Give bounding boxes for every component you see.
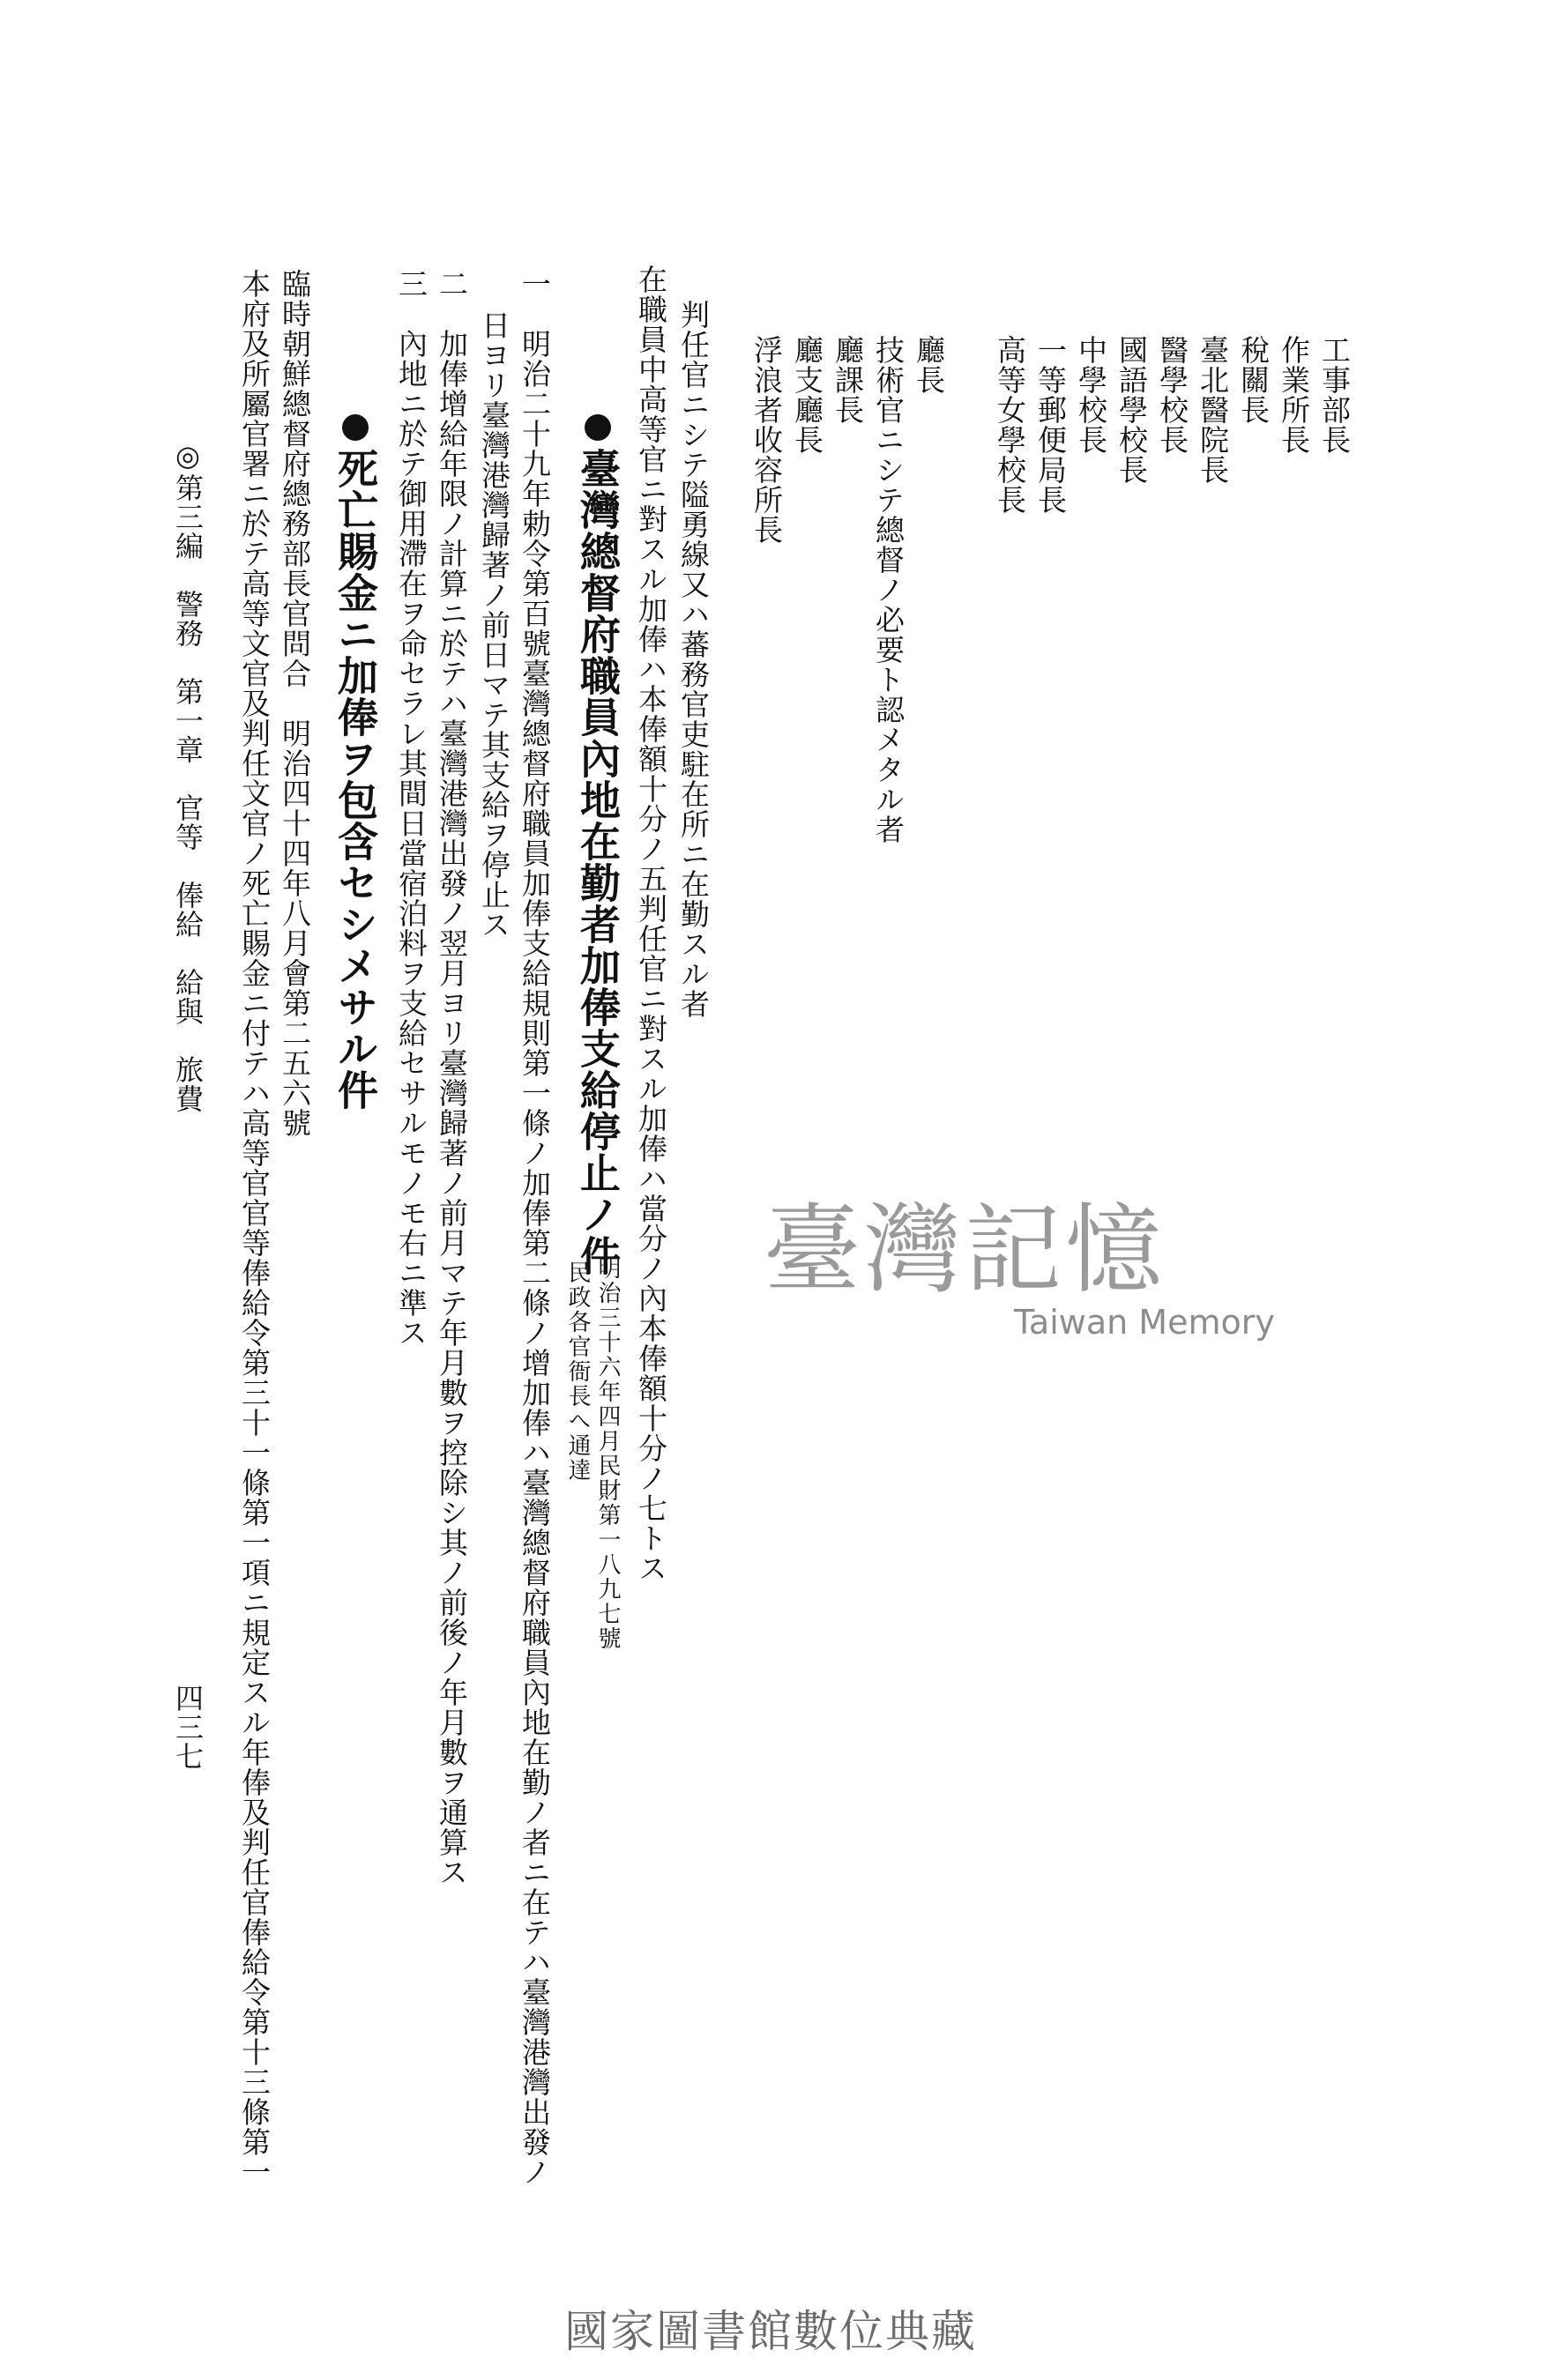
list-item: 作業所長 [1277,335,1311,455]
body-text: 本府及所屬官署ニ於テ高等文官及判任文官ノ死亡賜金ニ付テハ高等官官等俸給令第三十一條第一項ニ規定スル年俸及判任官俸給令第十三條第一 [237,269,272,2187]
running-header: ◎第三編 警務 第一章 官等 俸給 給與 旅費 [171,439,205,1113]
watermark-logo: 臺灣記憶 [764,1194,1166,1306]
section-heading [332,414,379,1111]
item-3: 三 內地ニ於テ御用滯在ヲ命セラレ其間日當宿泊料ヲ支給セサルモノモ右ニ準ス [394,269,429,1348]
list-item: 國語學校長 [1114,335,1149,485]
list-item: 工事部長 [1317,335,1352,455]
list-item: 判任官ニシテ隘勇線又ハ蕃務官吏駐在所ニ在勤スル者 [676,300,711,1019]
reference-line: 明治三十六年四月民財第一八九七號 [594,1256,621,1651]
reference-line: 民政各官衙長へ通達 [564,1261,591,1483]
section-heading-text: 死亡賜金ニ加俸ヲ包含セシメサル件 [332,448,379,1111]
section-heading-text: 臺灣總督府職員內地在勤者加俸支給停止ノ件 [574,448,622,1276]
section-heading [574,414,622,1276]
bullet-icon [342,414,369,441]
list-item: 高等女學校長 [993,335,1027,515]
footer-caption: 國家圖書館數位典藏 [564,2306,977,2357]
list-item: 一等郵便局長 [1033,335,1068,515]
list-item: 廳支廳長 [790,335,824,455]
list-item: 中學校長 [1074,335,1108,455]
list-item: 浮浪者收容所長 [749,335,784,545]
list-item: 技術官ニシテ總督ノ必要ト認メタル者 [871,335,906,844]
page-number: 四三七 [171,1684,205,1771]
list-item: 臺北醫院長 [1196,335,1230,485]
list-item: 廳長 [912,335,946,395]
bullet-icon [585,414,611,441]
list-item: 稅關長 [1236,335,1271,425]
watermark-caption: Taiwan Memory [1014,1303,1275,1342]
list-item: 醫學校長 [1155,335,1189,455]
item-1-line: 一 明治二十九年勅令第百號臺灣總督府職員加俸支給規則第一條ノ加俸第二條ノ增加俸ハ臺灣總督府職員內地在勤ノ者ニ在テハ臺灣港灣出發ノ [518,269,552,2187]
inquiry-line: 臨時朝鮮總督府總務部長官問合 明治四十四年八月會第二五六號 [278,269,312,1138]
rate-statement: 在職員中高等官ニ對スル加俸ハ本俸額十分ノ五判任官ニ對スル加俸ハ當分ノ內本俸額十分ノ七トス [634,264,668,1583]
item-2: 二 加俸增給年限ノ計算ニ於テハ臺灣港灣出發ノ翌月ヨリ臺灣歸著ノ前月マテ年月數ヲ控除シ其ノ前後ノ年月數ヲ通算ス [435,269,469,1887]
list-item: 廳課長 [831,335,865,425]
item-1-line: 日ヨリ臺灣港灣歸著ノ前日マテ其支給ヲ停止ス [477,310,511,940]
